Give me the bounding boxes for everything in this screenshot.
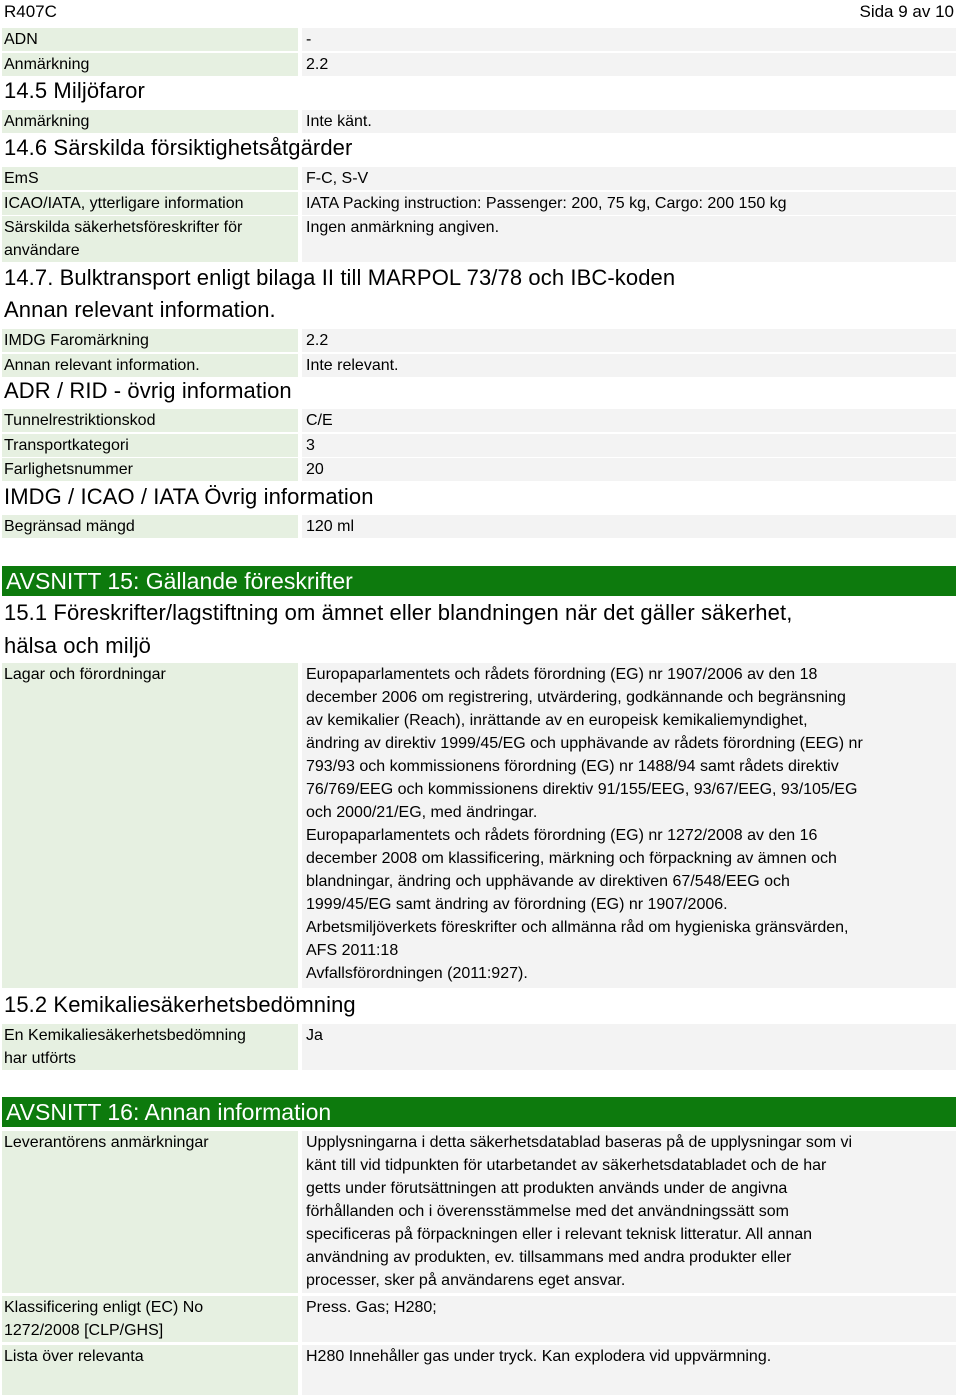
supplier-notes-label-cell: [2, 1131, 298, 1293]
ems-value: F-C, S-V: [302, 167, 956, 190]
supplier-line: getts under förutsättningen att produkten används under de angivna: [306, 1180, 788, 1197]
laws-line: ändring av direktiv 1999/45/EG och upphävande av rådets förordning (EEG) nr: [306, 735, 863, 752]
special-label-line2: användare: [4, 242, 80, 259]
limited-quantity-value: 120 ml: [302, 515, 956, 538]
csa-label-cell: [2, 1024, 298, 1070]
section-14-7-subtitle: Annan relevant information.: [4, 297, 276, 322]
icao-label: ICAO/IATA, ytterligare information: [2, 192, 298, 215]
laws-line: och 2000/21/EG, med ändringar.: [306, 804, 538, 821]
laws-label-cell: [2, 663, 298, 988]
laws-line: AFS 2011:18: [306, 942, 399, 959]
relevant-list-label: Lista över relevanta: [4, 1348, 144, 1365]
laws-line: av kemikalier (Reach), inrättande av en europeisk kemikaliemyndighet,: [306, 712, 808, 729]
document-id: R407C: [4, 2, 57, 21]
classification-value: Press. Gas; H280;: [302, 1296, 956, 1342]
classification-label-line2: 1272/2008 [CLP/GHS]: [4, 1322, 164, 1339]
laws-line: december 2006 om registrering, utvärdering, godkännande och begränsning: [306, 689, 846, 706]
laws-line: 793/93 och kommissionens förordning (EG) nr 1488/94 samt rådets direktiv: [306, 758, 839, 775]
relevant-list-value-cell: [302, 1345, 956, 1395]
adn-value: -: [302, 28, 956, 51]
imdg-label: IMDG Faromärkning: [2, 329, 298, 352]
supplier-line: förhållanden och i överensstämmelse med det användningssätt som: [306, 1203, 789, 1220]
other-info-value: Inte relevant.: [302, 354, 956, 377]
transport-category-value: 3: [302, 434, 956, 457]
ems-label: EmS: [2, 167, 298, 190]
env-note-value: Inte känt.: [302, 110, 956, 133]
adr-rid-title: ADR / RID - övrig information: [4, 378, 292, 403]
supplier-line: processer, sker på användarens eget ansvar.: [306, 1272, 626, 1289]
section-15-1-title-line1: 15.1 Föreskrifter/lagstiftning om ämnet eller blandningen när det gäller säkerhet,: [4, 600, 793, 625]
special-label-line1: Särskilda säkerhetsföreskrifter för: [4, 219, 243, 236]
page-number: Sida 9 av 10: [859, 2, 954, 21]
supplier-line: känt till vid tidpunkten för utarbetandet av säkerhetsdatabladet och de har: [306, 1157, 827, 1174]
laws-value-cell: [302, 663, 956, 988]
section-15-1-title-line2: hälsa och miljö: [4, 633, 152, 658]
special-precautions-label: [2, 216, 298, 262]
icao-value: IATA Packing instruction: Passenger: 200, 75 kg, Cargo: 200 150 kg: [302, 192, 956, 215]
hazard-number-value: 20: [302, 458, 956, 481]
section-15-banner: AVSNITT 15: Gällande föreskrifter: [2, 566, 956, 596]
section-14-5-title: 14.5 Miljöfaror: [4, 78, 145, 103]
special-precautions-value: Ingen anmärkning angiven.: [302, 216, 956, 262]
supplier-notes-value-cell: [302, 1131, 956, 1293]
laws-line: 1999/45/EG samt ändring av förordning (EG) nr 1907/2006.: [306, 896, 728, 913]
laws-line: Avfallsförordningen (2011:927).: [306, 965, 528, 982]
tunnel-value: C/E: [302, 409, 956, 432]
laws-line: Arbetsmiljöverkets föreskrifter och allmänna råd om hygieniska gränsvärden,: [306, 919, 849, 936]
section-15-2-title: 15.2 Kemikaliesäkerhetsbedömning: [4, 992, 356, 1017]
relevant-list-value: H280 Innehåller gas under tryck. Kan explodera vid uppvärmning.: [306, 1348, 772, 1365]
tunnel-label: Tunnelrestriktionskod: [2, 409, 298, 432]
supplier-line: specificeras på förpackningen eller i relevant teknisk litteratur. All annan: [306, 1226, 813, 1243]
supplier-line: Upplysningarna i detta säkerhetsdatablad baseras på de upplysningar som vi: [306, 1134, 853, 1151]
env-note-label: Anmärkning: [2, 110, 298, 133]
transport-category-label: Transportkategori: [2, 434, 298, 457]
imdg-other-title: IMDG / ICAO / IATA Övrig information: [4, 484, 374, 509]
csa-label-line1: En Kemikaliesäkerhetsbedömning: [4, 1027, 246, 1044]
other-info-label: Annan relevant information.: [2, 354, 298, 377]
csa-label-line2: har utförts: [4, 1050, 77, 1067]
laws-label: Lagar och förordningar: [4, 666, 166, 683]
section-14-7-title: 14.7. Bulktransport enligt bilaga II till MARPOL 73/78 och IBC-koden: [4, 265, 676, 290]
csa-value: Ja: [302, 1024, 956, 1070]
classification-label-cell: [2, 1296, 298, 1342]
imdg-value: 2.2: [302, 329, 956, 352]
adn-label: ADN: [2, 28, 298, 51]
classification-label-line1: Klassificering enligt (EC) No: [4, 1299, 204, 1316]
supplier-notes-label: Leverantörens anmärkningar: [4, 1134, 209, 1151]
hazard-number-label: Farlighetsnummer: [2, 458, 298, 481]
laws-line: Europaparlamentets och rådets förordning (EG) nr 1272/2008 av den 16: [306, 827, 818, 844]
laws-line: december 2008 om klassificering, märkning och förpackning av ämnen och: [306, 850, 837, 867]
laws-line: blandningar, ändring och upphävande av direktiven 67/548/EEG och: [306, 873, 790, 890]
laws-line: Europaparlamentets och rådets förordning (EG) nr 1907/2006 av den 18: [306, 666, 818, 683]
section-14-6-title: 14.6 Särskilda försiktighetsåtgärder: [4, 135, 353, 160]
relevant-list-label-cell: [2, 1345, 298, 1395]
section-16-banner: AVSNITT 16: Annan information: [2, 1097, 956, 1127]
note-label: Anmärkning: [2, 53, 298, 76]
limited-quantity-label: Begränsad mängd: [2, 515, 298, 538]
note-value: 2.2: [302, 53, 956, 76]
supplier-line: användning av produkten, ev. tillsammans med andra produkter eller: [306, 1249, 792, 1266]
laws-line: 76/769/EEG och kommissionens direktiv 91/155/EEG, 93/67/EEG, 93/105/EG: [306, 781, 858, 798]
